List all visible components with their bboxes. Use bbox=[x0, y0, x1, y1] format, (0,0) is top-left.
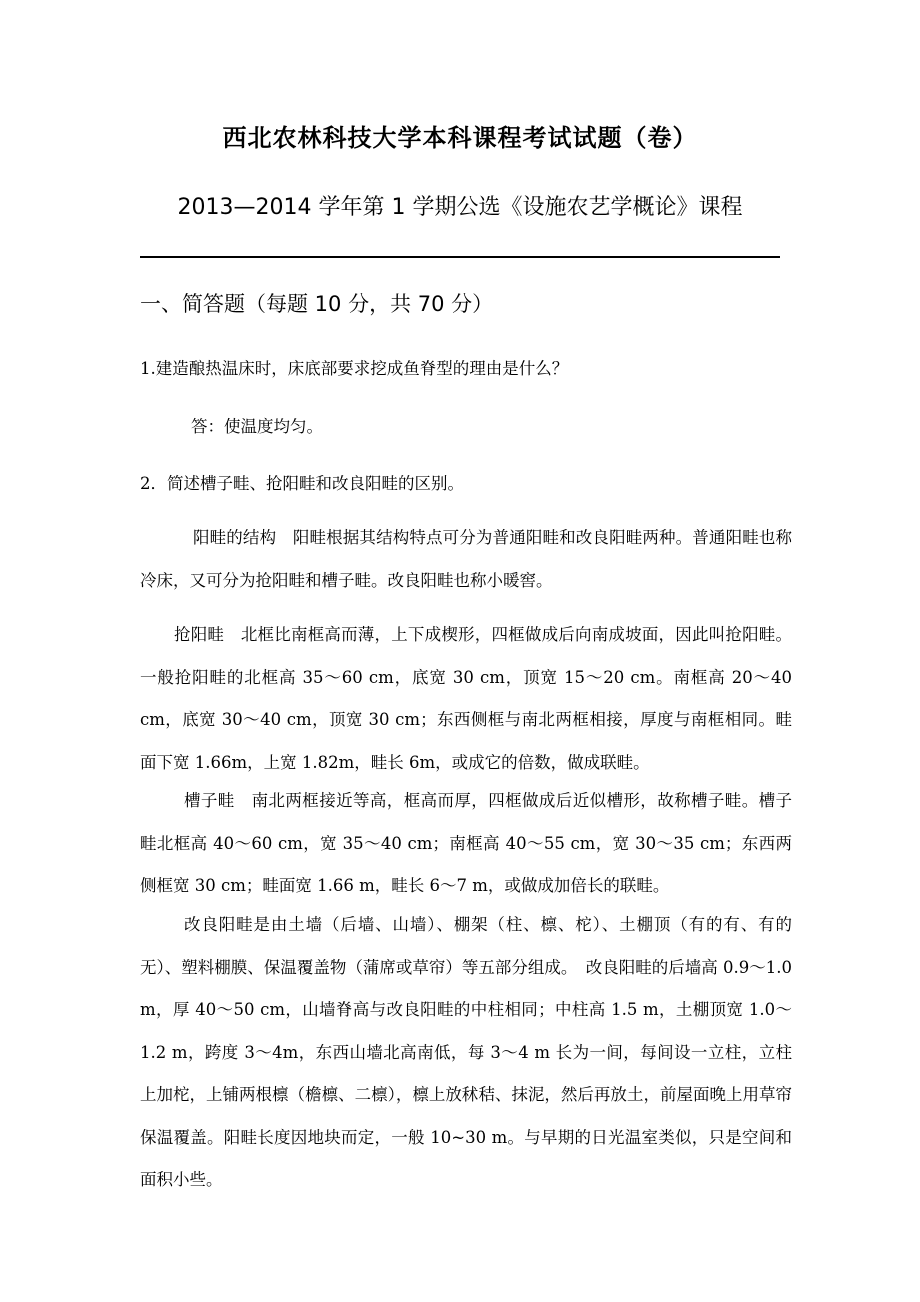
question-1: 1.建造酿热温床时，床底部要求挖成鱼脊型的理由是什么？ bbox=[140, 359, 569, 378]
answer-1: 答：使温度均匀。 bbox=[191, 417, 323, 436]
paragraph-caoziqi: 槽子畦 南北两框接近等高，框高而厚，四框做成后近似槽形，故称槽子畦。槽子畦北框高 40～60 cm，宽 35～40 cm；南框高 40～55 cm，宽 30～35 cm；东西两侧框宽 30 cm；畦面宽 1.66 m，畦长 6～7 m，或做成加倍长的联畦。 bbox=[140, 791, 792, 895]
paragraph-gailiang-yangqi: 改良阳畦是由土墙（后墙、山墙）、棚架（柱、檩、柁）、土棚顶（有的有、有的无）、塑料棚膜、保温覆盖物（蒲席或草帘）等五部分组成。 改良阳畦的后墙高 0.9～1.0 m，厚 40～50 cm，山墙脊高与改良阳畦的中柱相同；中柱高 1.5 m，土棚顶宽 1.0～1.2 m，跨度 3～4m，东西山墙北高南低，每 3～4 m 长为一间，每间设一立柱，立柱上加柁，上铺两根檩（檐檩、二檩），檩上放秫秸、抹泥，然后再放土，前屋面晚上用草帘保温覆盖。阳畦长度因地块而定，一般 10~30 m。与早期的日光温室类似，只是空间和面积小些。 bbox=[140, 915, 792, 1189]
section-heading: 一、简答题（每题 10 分，共 70 分） bbox=[140, 292, 494, 316]
question-2: 2．简述槽子畦、抢阳畦和改良阳畦的区别。 bbox=[140, 474, 464, 493]
header-divider bbox=[140, 256, 780, 258]
exam-title: 西北农林科技大学本科课程考试试题（卷） bbox=[222, 124, 698, 152]
paragraph-qiangyangqi: 抢阳畦 北框比南框高而薄，上下成楔形，四框做成后向南成坡面，因此叫抢阳畦。一般抢阳畦的北框高 35～60 cm，底宽 30 cm，顶宽 15～20 cm。南框高 20～40 cm，底宽 30～40 cm，顶宽 30 cm；东西侧框与南北两框相接，厚度与南框相同。畦面下宽 1.66m，上宽 1.82m，畦长 6m，或成它的倍数，做成联畦。 bbox=[140, 625, 792, 772]
paragraph-yangqi-structure: 阳畦的结构 阳畦根据其结构特点可分为普通阳畦和改良阳畦两种。普通阳畦也称冷床，又可分为抢阳畦和槽子畦。改良阳畦也称小暖窖。 bbox=[140, 528, 792, 590]
course-subtitle: 2013—2014 学年第 1 学期公选《设施农艺学概论》课程 bbox=[177, 195, 743, 220]
